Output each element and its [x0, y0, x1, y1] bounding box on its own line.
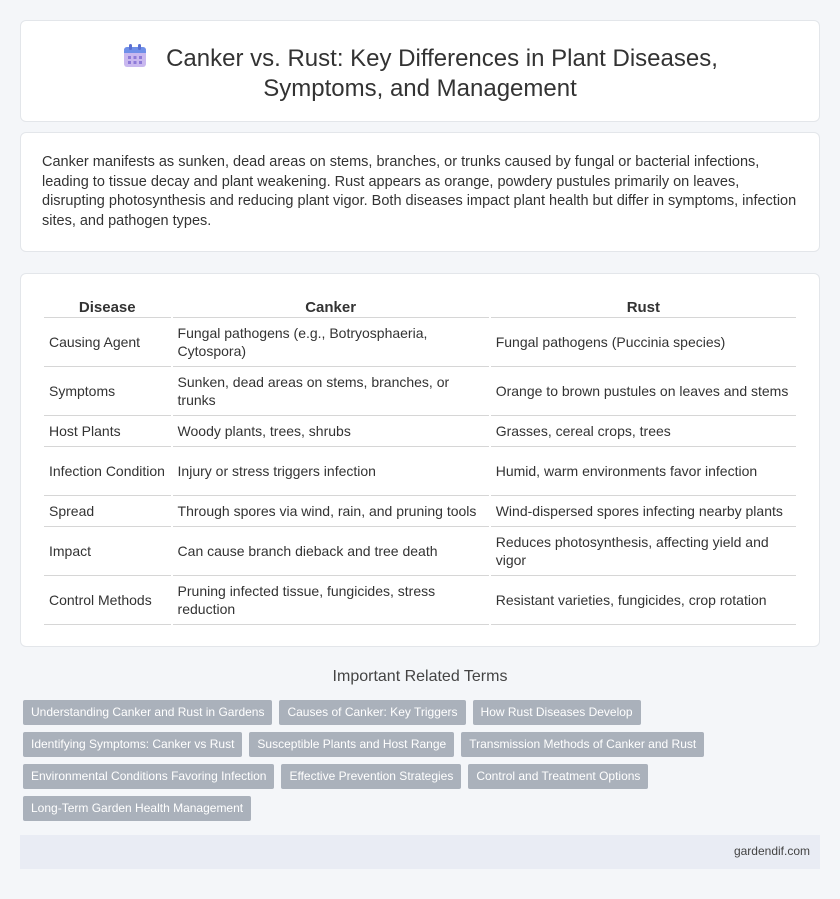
- row-label: Infection Condition: [44, 447, 171, 496]
- intro-paragraph: Canker manifests as sunken, dead areas on stems, branches, or trunks caused by fungal or bacterial infections, leading to tissue decay and plant weakening. Rust appears as orange, powdery pustules primarily on leaves, disrupting photosynthesis and reducing plant vigor. Both diseases impact plant health but differ in symptoms, infection sites, and pathogen types.: [42, 154, 797, 229]
- related-term-tag[interactable]: Environmental Conditions Favoring Infection: [23, 764, 274, 789]
- intro-card: [20, 132, 820, 252]
- row-label: Host Plants: [44, 416, 171, 447]
- footer-site-link[interactable]: gardendif.com: [733, 844, 810, 858]
- related-term-tag[interactable]: Identifying Symptoms: Canker vs Rust: [23, 732, 242, 757]
- table-row: [44, 496, 796, 527]
- row-label: Spread: [44, 496, 171, 527]
- header-disease: Disease: [44, 296, 171, 318]
- table-header-row: [44, 296, 796, 318]
- related-term-tag[interactable]: Effective Prevention Strategies: [281, 764, 461, 789]
- header-rust: Rust: [491, 296, 796, 318]
- page-title: [61, 43, 779, 104]
- table-row: [44, 416, 796, 447]
- rust-cell: Wind-dispersed spores infecting nearby plants: [491, 496, 796, 527]
- table-row: [44, 318, 796, 367]
- calendar-icon: [122, 43, 148, 69]
- rust-cell: Orange to brown pustules on leaves and stems: [491, 367, 796, 416]
- related-terms-title: Important Related Terms: [332, 668, 508, 685]
- table-row: [44, 576, 796, 625]
- related-term-tag[interactable]: Understanding Canker and Rust in Gardens: [23, 700, 272, 725]
- canker-cell: Pruning infected tissue, fungicides, stress reduction: [173, 576, 489, 625]
- canker-cell: Fungal pathogens (e.g., Botryosphaeria, Cytospora): [173, 318, 489, 367]
- comparison-table: [42, 296, 798, 625]
- row-label: Control Methods: [44, 576, 171, 625]
- related-term-tag[interactable]: Control and Treatment Options: [468, 764, 648, 789]
- table-row: [44, 367, 796, 416]
- canker-cell: Can cause branch dieback and tree death: [173, 527, 489, 576]
- rust-cell: Humid, warm environments favor infection: [491, 447, 796, 496]
- canker-cell: Sunken, dead areas on stems, branches, or trunks: [173, 367, 489, 416]
- related-term-tag[interactable]: Long-Term Garden Health Management: [23, 796, 251, 821]
- row-label: Symptoms: [44, 367, 171, 416]
- rust-cell: Resistant varieties, fungicides, crop rotation: [491, 576, 796, 625]
- canker-cell: Injury or stress triggers infection: [173, 447, 489, 496]
- table-row: [44, 527, 796, 576]
- canker-cell: Through spores via wind, rain, and pruning tools: [173, 496, 489, 527]
- row-label: Causing Agent: [44, 318, 171, 367]
- rust-cell: Reduces photosynthesis, affecting yield and vigor: [491, 527, 796, 576]
- related-term-tag[interactable]: How Rust Diseases Develop: [473, 700, 641, 725]
- page-title-text: Canker vs. Rust: Key Differences in Plant Diseases, Symptoms, and Management: [166, 45, 718, 102]
- header-canker: Canker: [173, 296, 489, 318]
- rust-cell: Fungal pathogens (Puccinia species): [491, 318, 796, 367]
- table-row: [44, 447, 796, 496]
- comparison-card: [20, 273, 820, 647]
- related-term-tag[interactable]: Causes of Canker: Key Triggers: [279, 700, 465, 725]
- title-card: [20, 20, 820, 122]
- row-label: Impact: [44, 527, 171, 576]
- footer: [20, 835, 820, 869]
- related-term-tag[interactable]: Transmission Methods of Canker and Rust: [461, 732, 704, 757]
- canker-cell: Woody plants, trees, shrubs: [173, 416, 489, 447]
- related-terms-list: [23, 700, 813, 828]
- rust-cell: Grasses, cereal crops, trees: [491, 416, 796, 447]
- related-term-tag[interactable]: Susceptible Plants and Host Range: [249, 732, 454, 757]
